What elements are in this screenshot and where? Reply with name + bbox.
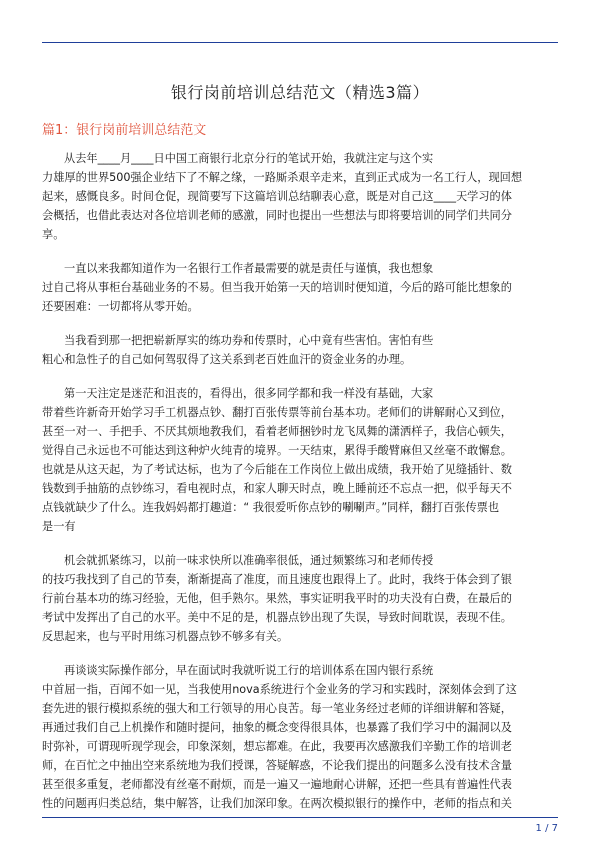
paragraph-line: 中首屈一指，百闻不如一见，当我使用nova系统进行个金业务的学习和实践时，深刻体会到了这 [42,683,517,696]
paragraph-line: 甚至一对一、手把手、不厌其烦地教我们，看着老师捆钞时龙飞凤舞的潇洒样子，我信心顿失， [42,425,512,438]
paragraph-line: 师，在百忙之中抽出空来系统地为我们授课，答疑解惑，不论我们提出的问题多么没有技术含量 [42,759,512,772]
paragraph-line: 力雄厚的世界500强企业结下了不解之缘，一路厮杀艰辛走来，直到正式成为一名工行人，现回想 [42,171,523,184]
body-paragraph [42,384,558,536]
paragraph-line: 套先进的银行模拟系统的强大和工行领导的用心良苦。每一笔业务经过老师的详细讲解和答疑， [42,702,512,715]
paragraph-line: 起来，感慨良多。时间仓促，现简要写下这篇培训总结聊表心意，既是对自己这____天学习的体 [42,190,512,203]
paragraph-line: 第一天注定是迷茫和沮丧的，看得出，很多同学都和我一样没有基础，大家 [64,387,434,400]
paragraph-line: 点钱就缺少了什么。连我妈妈都打趣道：“ 我很爱听你点钞的唰唰声。”同样，翻打百张传票也 [42,501,500,514]
paragraph-line: 也就是从这天起，为了考试达标，也为了今后能在工作岗位上做出成绩，我开始了见缝插针、数 [42,463,512,476]
body-paragraph [42,149,558,244]
paragraph-line: 机会就抓紧练习，以前一味求快所以准确率很低，通过频繁练习和老师传授 [64,554,434,567]
header-rule [42,42,558,43]
body-paragraph [42,551,558,646]
paragraph-line: 还要困难：一切都将从零开始。 [42,300,199,313]
paragraph-line: 钱数到手抽筋的点钞练习，看电视时点，和家人聊天时点，晚上睡前还不忘点一把，似乎每天不 [42,482,512,495]
paragraph-line: 再谈谈实际操作部分，早在面试时我就听说工行的培训体系在国内银行系统 [64,664,434,677]
paragraph-line: 再通过我们自己上机操作和随时提问，抽象的概念变得很具体，也暴露了我们学习中的漏洞以及 [42,721,512,734]
paragraph-line: 会概括，也借此表达对各位培训老师的感激，同时也提出一些想法与即将要培训的同学们共同分 [42,209,512,222]
paragraph-line: 享。 [42,228,65,241]
paragraph-line: 当我看到那一把把崭新厚实的练功券和传票时，心中竟有些害怕。害怕有些 [64,334,434,347]
body-paragraph [42,661,558,813]
paragraph-line: 行前台基本功的练习经验，无他，但手熟尔。果然，事实证明我平时的功夫没有白费，在最后的 [42,592,512,605]
paragraph-line: 过自己将从事柜台基础业务的不易。但当我开始第一天的培训时便知道，今后的路可能比想象的 [42,281,512,294]
paragraph-line: 带着些许新奇开始学习手工机器点钞、翻打百张传票等前台基本功。老师们的讲解耐心又到位， [42,406,512,419]
paragraph-line: 一直以来我都知道作为一名银行工作者最需要的就是责任与谨慎，我也想象 [64,262,434,275]
document-title: 银行岗前培训总结范文（精选3篇） [170,83,430,102]
body-paragraph [42,259,558,316]
paragraph-line: 觉得自己永远也不可能达到这种炉火纯青的境界。一天结束，累得手酸臂麻但又丝毫不敢懈怠。 [42,444,512,457]
paragraph-line: 性的问题再归类总结，集中解答，让我们加深印象。在两次模拟银行的操作中，老师的指点和关 [42,797,512,810]
document-body [42,149,558,828]
paragraph-line: 从去年____月____日中国工商银行北京分行的笔试开始，我就注定与这个实 [64,152,434,165]
section-heading: 篇1：银行岗前培训总结范文 [42,123,207,138]
paragraph-line: 的技巧我找到了自己的节奏，渐渐提高了准度，而且速度也跟得上了。此时，我终于体会到了银 [42,573,512,586]
footer-rule [42,817,558,818]
paragraph-line: 是一有 [42,520,76,533]
paragraph-line: 反思起来，也与平时用练习机器点钞不够多有关。 [42,630,289,643]
paragraph-line: 粗心和急性子的自己如何驾驭得了这关系到老百姓血汗的资金业务的办理。 [42,353,412,366]
paragraph-line: 时弥补，可谓现听现学现会，印象深刻，想忘都难。在此，我要再次感激我们辛勤工作的培训老 [42,740,512,753]
paragraph-line: 考试中发挥出了自己的水平。美中不足的是，机器点钞出现了失误，导致时间耽误，表现不佳。 [42,611,512,624]
page-indicator: 1 / 7 [535,823,558,834]
body-paragraph [42,331,558,369]
paragraph-line: 甚至很多重复，老师都没有丝毫不耐烦，而是一遍又一遍地耐心讲解，还把一些具有普遍性代表 [42,778,512,791]
